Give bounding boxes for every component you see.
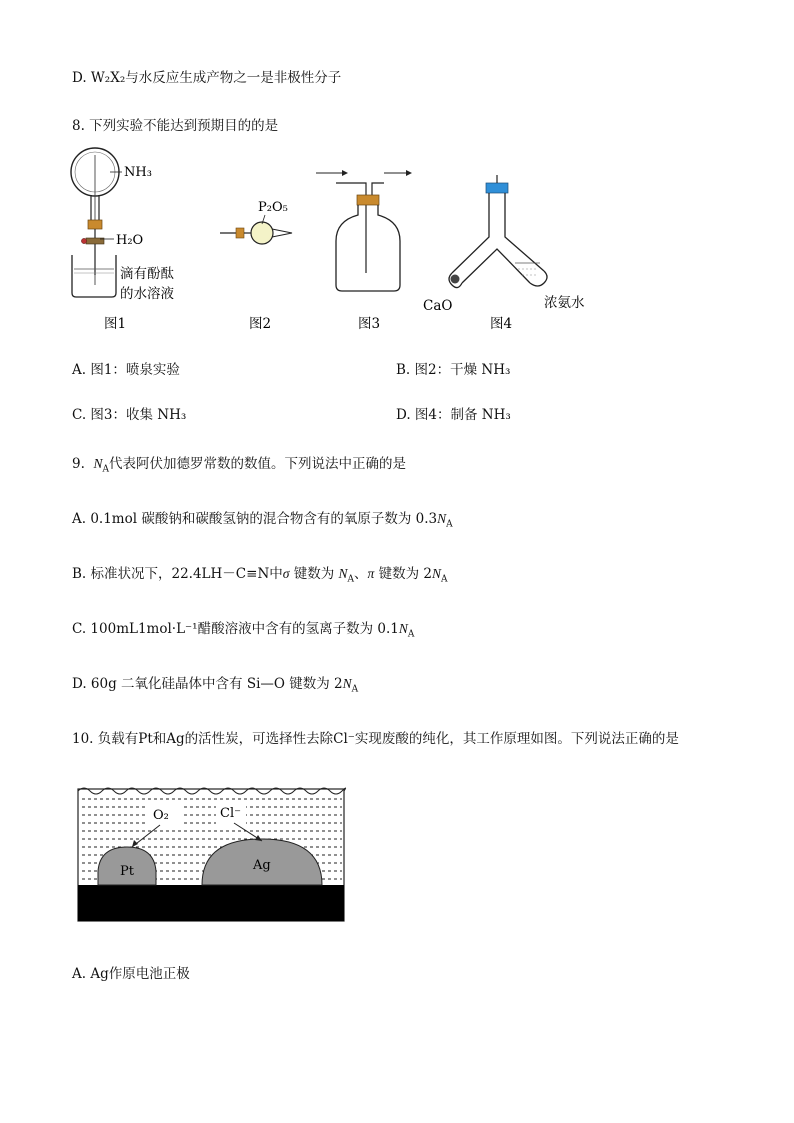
bottle-stopper: [357, 195, 379, 205]
figure-3: [316, 170, 412, 332]
drying-stopper: [236, 228, 244, 238]
figure-4: [423, 175, 585, 332]
q9-option-c-text: C. 100mL1mol·L⁻¹醋酸溶液中含有的氢离子数为 0.1: [72, 621, 399, 637]
cl-label: Cl⁻: [220, 806, 241, 821]
fig1-water-label: H₂O: [116, 233, 144, 248]
fig4-caption: 图4: [490, 316, 513, 332]
q9-option-b-text: B. 标准状况下，22.4LH－C≡N中: [72, 566, 283, 582]
q9-number: 9.: [72, 456, 85, 472]
stopper: [88, 220, 102, 229]
na-symbol: N: [93, 456, 103, 471]
arrow-in-head: [342, 170, 348, 176]
na-sub: A: [351, 684, 359, 695]
pi-symbol: π: [367, 566, 375, 581]
na-symbol: N: [338, 566, 348, 581]
na-sub: A: [441, 574, 448, 585]
fig1-sol-label-1: 滴有酚酞: [120, 266, 174, 282]
q9-option-d: [72, 672, 358, 695]
q9-option-c: [72, 617, 414, 640]
figure-2: [220, 200, 292, 332]
q9-option-a: [72, 507, 453, 530]
q9-option-b-mid3: 键数为 2: [378, 566, 432, 582]
na-sub: A: [347, 574, 355, 585]
q8-figures: [0, 145, 794, 335]
fig1-caption: 图1: [104, 316, 127, 332]
y-tube-outer: [452, 193, 544, 273]
q9-stem-text: 代表阿伏加德罗常数的数值。下列说法中正确的是: [109, 456, 406, 472]
fig2-caption: 图2: [249, 316, 272, 332]
na-sub: A: [407, 629, 415, 640]
q9-stem: [72, 452, 406, 475]
ag-label: Ag: [253, 858, 271, 873]
drying-bulb: [251, 222, 273, 244]
q10-option-a: A. Ag作原电池正极: [72, 966, 190, 982]
fig4-label-right: 浓氨水: [544, 295, 585, 311]
q9-option-b-mid: 键数为: [293, 566, 335, 582]
pt-label: Pt: [120, 864, 134, 879]
q10-stem: 10. 负载有Pt和Ag的活性炭，可选择性去除Cl⁻实现废酸的纯化，其工作原理如图。下列说法正确的是: [72, 731, 679, 747]
sigma-symbol: σ: [282, 566, 290, 581]
na-symbol: N: [432, 566, 442, 581]
arrow-out-head: [406, 170, 412, 176]
q8-option-c: C. 图3：收集 NH₃: [72, 407, 187, 423]
o2-label: O₂: [153, 808, 169, 823]
right-arm-end: [530, 271, 547, 286]
q9-option-b: [72, 562, 448, 585]
fig1-sol-label-2: 的水溶液: [120, 286, 174, 302]
q9-option-b-sep: 、: [354, 566, 368, 582]
q10-diagram: [76, 783, 348, 923]
bottle: [336, 205, 400, 291]
figure-1: [71, 148, 174, 332]
q9-option-d-text: D. 60g 二氧化硅晶体中含有 Si—O 键数为 2: [72, 676, 343, 692]
q8-option-d: D. 图4：制备 NH₃: [396, 407, 511, 423]
na-sub: A: [102, 464, 109, 475]
carbon-base: [78, 885, 344, 921]
prev-option-d: D. W₂X₂与水反应生成产物之一是非极性分子: [72, 70, 342, 86]
drying-tip: [272, 229, 292, 237]
fig4-label-left: CaO: [423, 298, 453, 314]
na-symbol: N: [342, 676, 352, 691]
fig2-label: P₂O₅: [258, 200, 288, 215]
q8-stem: 8. 下列实验不能达到预期目的的是: [72, 118, 279, 134]
y-stopper: [486, 183, 508, 193]
fig1-gas-label: NH₃: [124, 165, 152, 180]
q8-option-b: B. 图2：干燥 NH₃: [396, 362, 511, 378]
cao-solid: [451, 275, 460, 284]
beaker: [72, 255, 116, 297]
q9-option-a-text: A. 0.1mol 碳酸钠和碳酸氢钠的混合物含有的氧原子数为 0.3: [72, 511, 438, 527]
na-sub: A: [446, 519, 453, 530]
na-symbol: N: [437, 511, 447, 526]
na-symbol: N: [398, 621, 408, 636]
q8-option-a: A. 图1：喷泉实验: [72, 362, 180, 378]
clamp-knob: [81, 238, 86, 243]
fig3-caption: 图3: [358, 316, 381, 332]
